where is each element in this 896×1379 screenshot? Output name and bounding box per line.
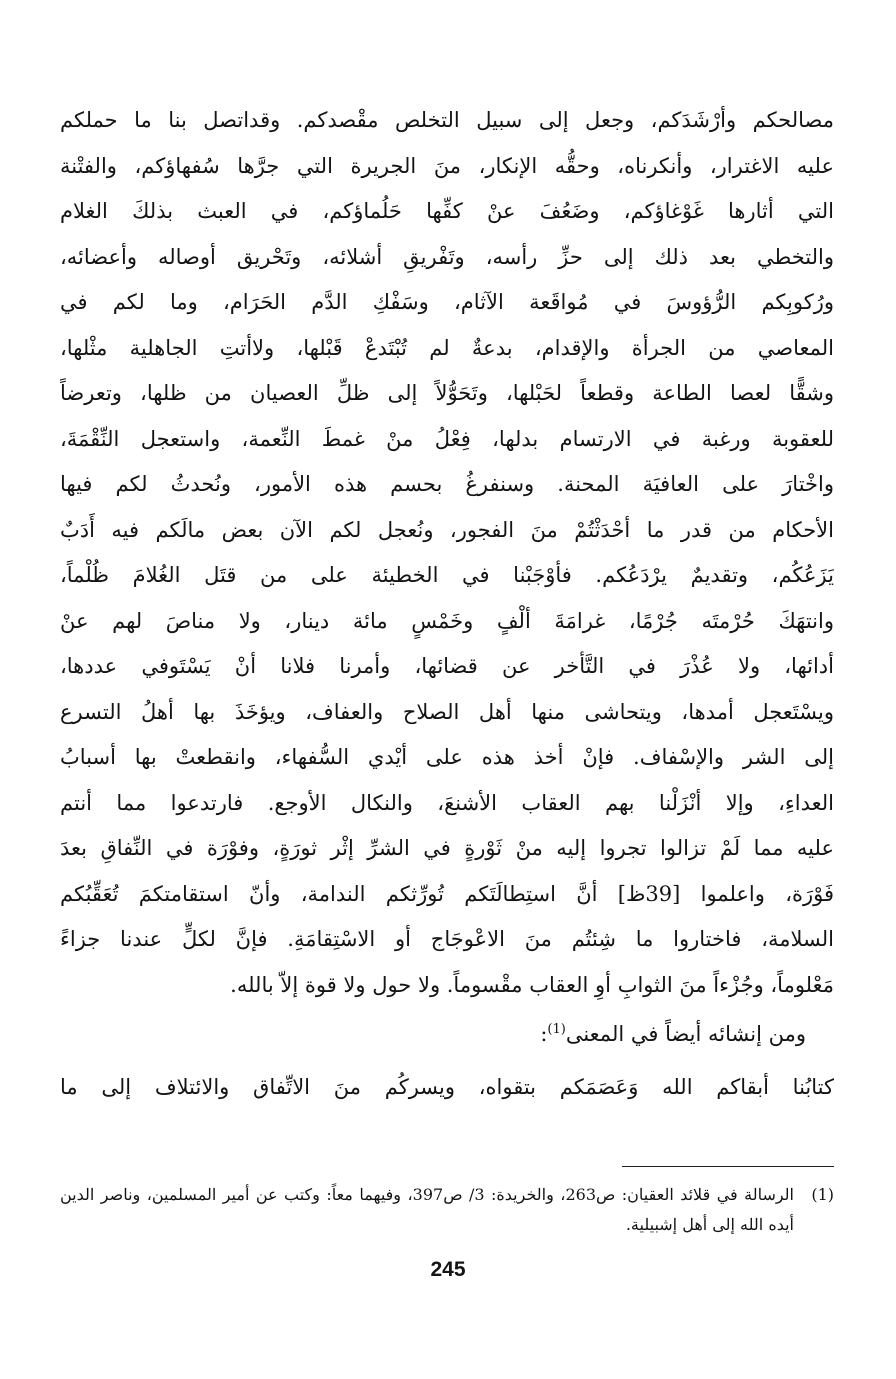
footnote-text: الرسالة في قلائد العقيان: ص263، والخريدة: 3/ ص397، وفيهما معاً: وكتب عن أمير المسلمين، وناصر الدين أيده الله إلى أهل إشبيلية.: [60, 1185, 795, 1234]
intro-text: ومن إنشائه أيضاً في المعنى: [565, 1022, 806, 1046]
text-line: أدائها، ولا عُذْرَ في التَّأخر عن قضائها، وأمرنا فلانا أنْ يَسْتَوفي عددها،: [60, 654, 834, 678]
text-line: مَعْلوماً، وجُزْءاً منَ الثوابِ أوِ العقاب مقْسوماً. ولا حول ولا قوة إلاّ بالله.: [230, 972, 834, 997]
section-intro: [60, 1008, 834, 1060]
text-line: عليه الاغترار، وأنكرناه، وحقُّه الإنكار، منَ الجريرة التي جرَّها سُفهاؤكم، والفتْنة: [60, 153, 834, 178]
letter-opening-line: كتابُنا أبقاكم الله وَعَصَمَكم بتقواه، ويسركُم منَ الاتِّفاق والائتلاف إلى ما: [60, 1075, 834, 1099]
footnote-row: [60, 1180, 834, 1240]
footnote-number: (1): [811, 1185, 834, 1204]
text-line: العداءِ، وإلا أنْزَلْنا بهم العقاب الأشنعَ، والنكال الأوجع. فارتدعوا مما أنتم: [60, 790, 834, 815]
text-line: يَزَعُكُم، وتقديمٌ يرْدَعُكم. فأوْجَبْنا في الخطيئة على من قتَل الغُلامَ ظُلْماً،: [60, 563, 834, 587]
text-line: عليه مما لَمْ تزالوا تجروا إليه منْ ثَوْرةٍ في الشرِّ إثْر ثورَةٍ، وفوْرَة في النِّفاقِ بعدَ: [60, 836, 834, 860]
text-line: المعاصي من الجرأة والإقدام، بدعةٌ لم تُبْتَدعْ قَبْلها، ولاأتتِ الجاهلية مثْلها،: [60, 335, 834, 360]
text-line: التي أثارها غَوْغاؤكم، وضَعُفَ عنْ كفِّها حَلُماؤكم، في العبث بذلكَ الغلام: [60, 199, 834, 223]
text-line: واخْتارَ على العافيَة المحنة. وسنفرغُ بحسم هذه الأمور، ونُحدثُ لكم فيها: [60, 472, 834, 496]
text-line: للعقوبة ورغبة في الارتسام بدلها، فِعْلُ منْ غمطَ النِّعمة، واستعجل النِّقْمَةَ،: [60, 426, 834, 451]
text-line: والتخطي بعد ذلك إلى حزِّ رأسه، وتَفْريقِ أشلائه، وتَحْريق أوصاله وأعضائه،: [60, 244, 834, 269]
text-line: وشقًّا لعصا الطاعة وقطعاً لحَبْلها، وتَحَوُّلاً إلى ظلِّ العصيان من ظلها، وتعرضاً: [60, 381, 834, 405]
text-line: السلامة، فاختاروا ما شِئتُم منَ الاعْوجَاج أو الاسْتِقامَةِ. فإنَّ لكلٍّ عندنا جزاءً: [60, 927, 834, 951]
text-line: مصالحكم وأرْشَدَكم، وجعل إلى سبيل التخلص مقْصدكم. وقداتصل بنا ما حملكم: [60, 108, 834, 132]
text-line: ويسْتَعجل أمدها، ويتحاشى منها أهل الصلاح والعفاف، ويؤخَذَ بها أهلُ التسرع: [60, 699, 834, 724]
footnote: [60, 1180, 834, 1240]
intro-colon: :: [540, 1022, 548, 1046]
text-line: وانتهَكَ حُرْمتَه جُرْمًا، غرامَةَ ألْفٍ وخَمْسٍ مائة دينار، ولا مناصَ لهم عنْ: [60, 608, 834, 633]
text-line: الأحكام من قدر ما أحْدَثْتُمْ منَ الفجور، ونُعجل لكم الآن بعض مالَكم فيه أَدَبٌ: [60, 517, 834, 542]
text-line: ورُكوبِكم الرُّؤوسَ في مُواقَعة الآثام، وسَفْكِ الدَّم الحَرَام، وما لكم في: [60, 290, 834, 314]
footnote-reference[interactable]: (1): [547, 1022, 566, 1037]
page-number: 245: [430, 1258, 466, 1281]
text-line: فَوْرَة، واعلموا [39ظ] أنَّ استِطالَتَكم تُورِّثكم الندامة، وأنّ استقامتكمَ تُعَقِّبُكم: [60, 881, 834, 906]
main-text: [60, 98, 834, 1112]
footnote-separator: [622, 1166, 834, 1167]
text-line: إلى الشر والإسْفاف. فإنْ أخذ هذه على أيْدي السُّفهاء، وانقطعتْ بها أسبابُ: [60, 745, 834, 769]
